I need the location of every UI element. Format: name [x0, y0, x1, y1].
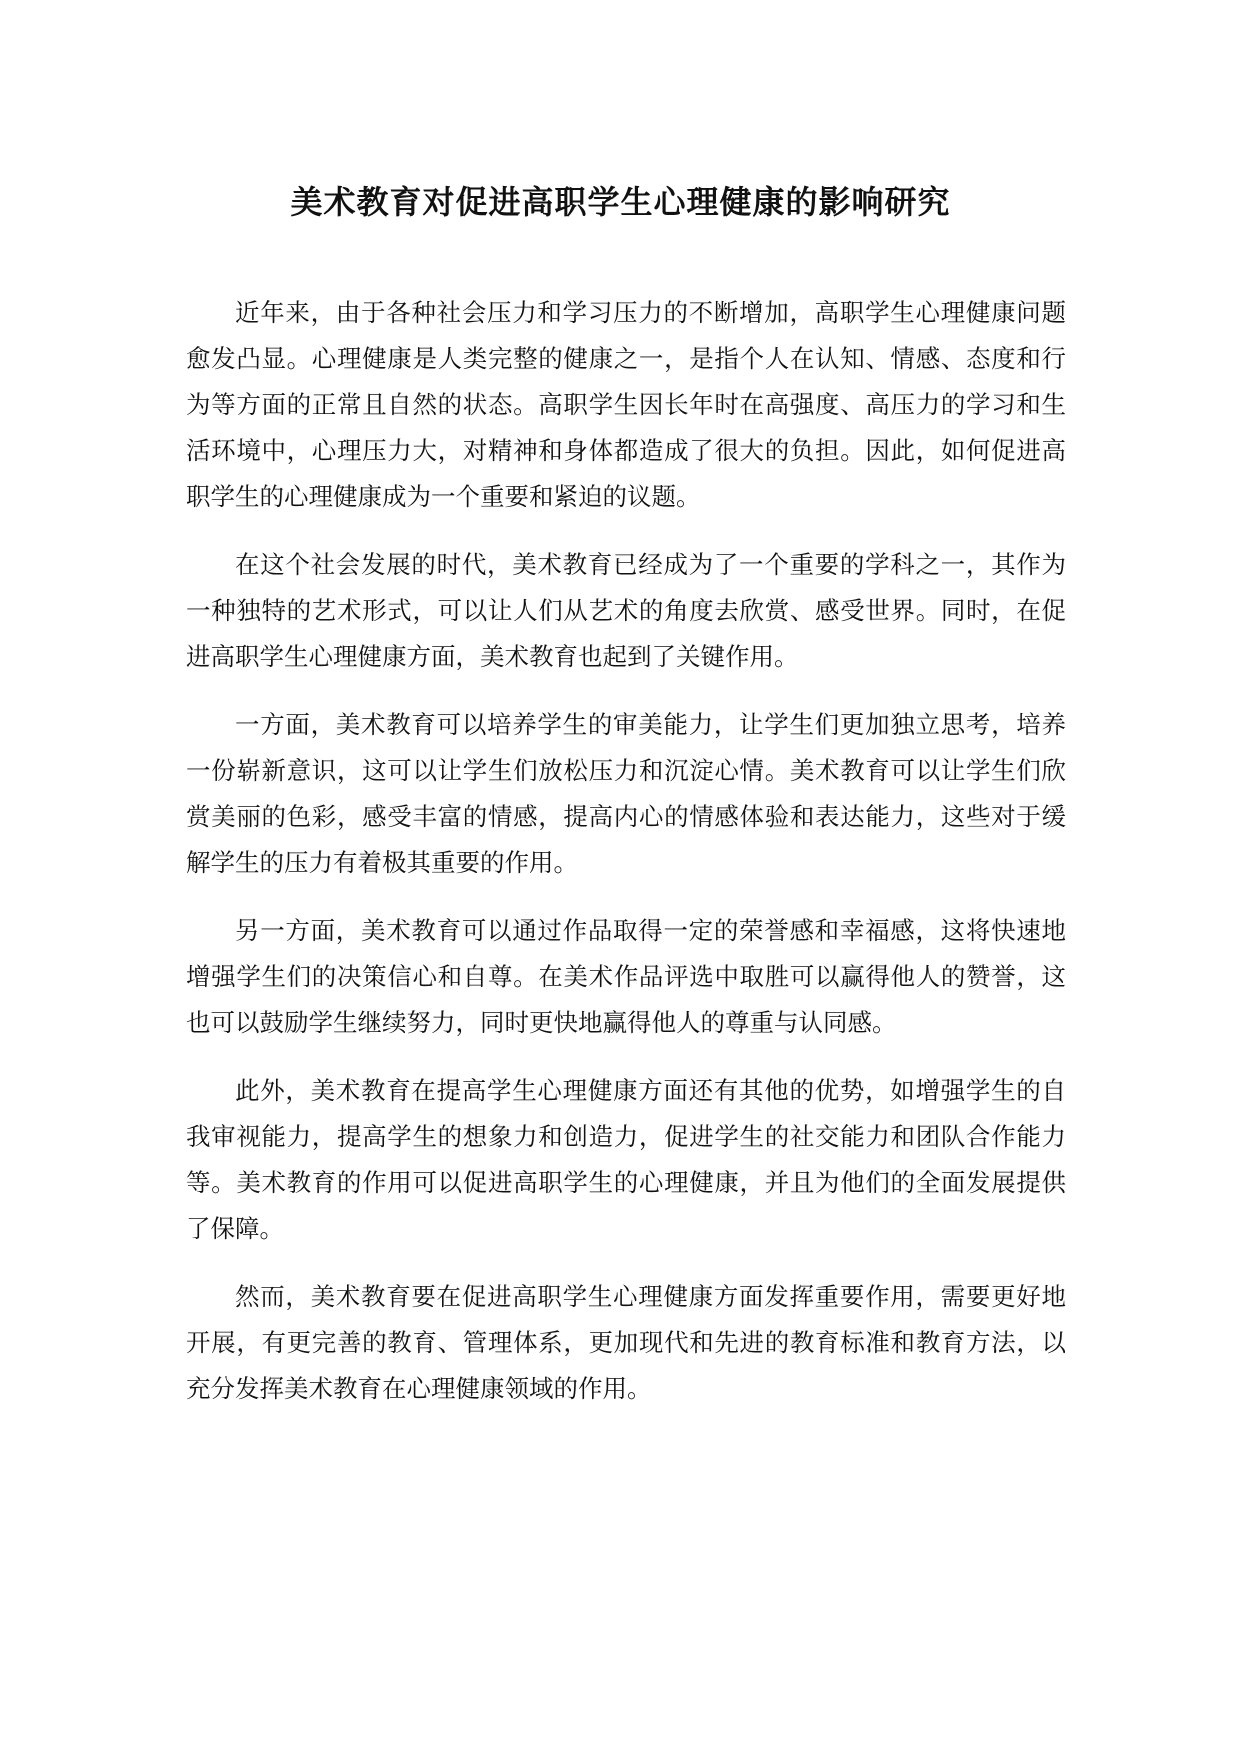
paragraph-3: 一方面，美术教育可以培养学生的审美能力，让学生们更加独立思考，培养一份崭新意识，这可以让学生们放松压力和沉淀心情。美术教育可以让学生们欣赏美丽的色彩，感受丰富的情感，提高内心的情感体验和表达能力，这些对于缓解学生的压力有着极其重要的作用。	[186, 710, 1066, 877]
paragraph-4: 另一方面，美术教育可以通过作品取得一定的荣誉感和幸福感，这将快速地增强学生们的决策信心和自尊。在美术作品评选中取胜可以赢得他人的赞誉，这也可以鼓励学生继续努力，同时更快地赢得他人的尊重与认同感。	[186, 916, 1066, 1037]
paragraph-5: 此外，美术教育在提高学生心理健康方面还有其他的优势，如增强学生的自我审视能力，提高学生的想象力和创造力，促进学生的社交能力和团队合作能力等。美术教育的作用可以促进高职学生的心理健康，并且为他们的全面发展提供了保障。	[186, 1076, 1066, 1243]
document-title: 美术教育对促进高职学生心理健康的影响研究	[290, 183, 951, 221]
paragraph-6: 然而，美术教育要在促进高职学生心理健康方面发挥重要作用，需要更好地开展，有更完善的教育、管理体系，更加现代和先进的教育标准和教育方法，以充分发挥美术教育在心理健康领域的作用。	[186, 1282, 1066, 1403]
paragraph-2: 在这个社会发展的时代，美术教育已经成为了一个重要的学科之一，其作为一种独特的艺术形式，可以让人们从艺术的角度去欣赏、感受世界。同时，在促进高职学生心理健康方面，美术教育也起到了关键作用。	[186, 550, 1066, 671]
paragraph-1: 近年来，由于各种社会压力和学习压力的不断增加，高职学生心理健康问题愈发凸显。心理健康是人类完整的健康之一，是指个人在认知、情感、态度和行为等方面的正常且自然的状态。高职学生因长年时在高强度、高压力的学习和生活环境中，心理压力大，对精神和身体都造成了很大的负担。因此，如何促进高职学生的心理健康成为一个重要和紧迫的议题。	[186, 298, 1066, 511]
document-body	[186, 290, 1066, 1434]
